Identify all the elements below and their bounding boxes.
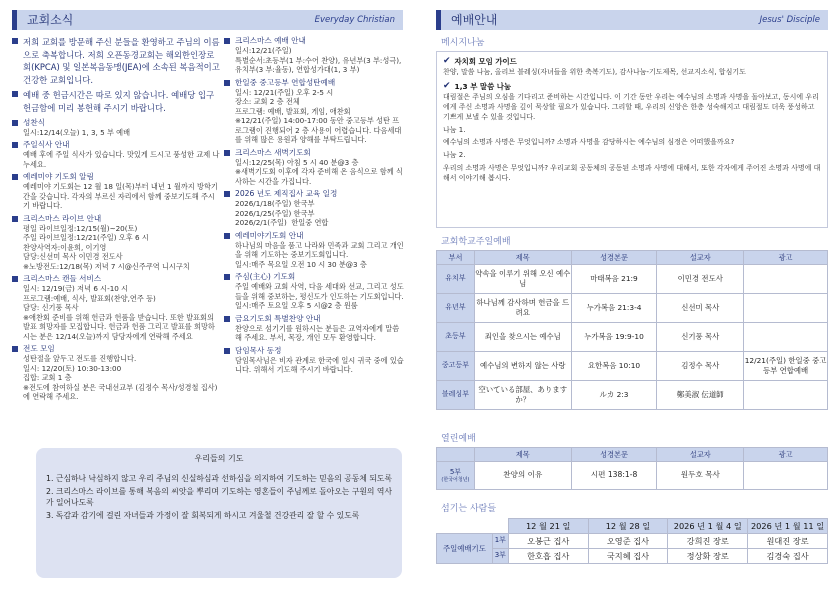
news-item-line: 평일 라이브일정:12/15(월)~20(토) (23, 223, 138, 233)
server-name: 김경숙 집사 (748, 549, 828, 564)
guide-heading (443, 56, 821, 68)
bullet-square-icon (12, 346, 18, 352)
table-row (437, 534, 828, 549)
server-name: 오영준 집사 (588, 534, 668, 549)
news-item-title-text: 주일식사 안내 (23, 140, 70, 150)
news-item-line: 일시:12/21(주일) (235, 46, 292, 56)
news-item-body (12, 182, 220, 211)
news-item-title-text: 한일중 중고등부 연합성탄예배 (235, 77, 336, 87)
cell-preacher: 鄭美淑 伝道師 (657, 381, 744, 410)
guide-title: 자치회 모임 가이드 (454, 57, 517, 67)
message-heading: 메시지나눔 (441, 38, 485, 48)
news-item (12, 89, 220, 114)
news-item (12, 118, 220, 138)
news-item-line: 담당: 신기풍 목사 (23, 303, 79, 313)
worship-title: 예배안내 (451, 13, 498, 27)
news-item-title-text: 크리스마스 캔들 서비스 (23, 274, 102, 284)
bullet-square-icon (12, 38, 18, 44)
news-item-body (12, 354, 220, 402)
news-item (224, 272, 404, 311)
row-category: 블레싱부 (437, 381, 475, 410)
service-label: 3부 (492, 549, 508, 564)
server-name: 국지혜 집사 (588, 549, 668, 564)
bullet-square-icon (224, 191, 230, 197)
news-item-line: ※애찬회 준비를 위해 헌금과 헌품을 받습니다. 또한 발표회의 발표 희망자를 모집합니다. 헌금과 헌품 그리고 발표를 희망하시는 분은 12/14(오늘)까지 담당자에게 연락해 주세요 (23, 312, 217, 341)
col-header: 부서 (437, 251, 475, 265)
table-row (437, 519, 828, 534)
col-header: 제목 (474, 448, 571, 462)
news-item-line: 일시: 12/20(토) 10:30-13:00 (23, 363, 122, 373)
bullet-square-icon (224, 38, 230, 44)
news-item-line: 담당:신선미 목사 이민경 전도사 (23, 252, 123, 262)
news-item-line: 일시: 12/21(주일) 오후 2-5 시 (235, 87, 334, 97)
news-item-title (224, 346, 404, 356)
server-name: 정상화 장로 (668, 549, 748, 564)
news-item-line: 프로그램:예배, 식사, 발표회(찬양,연주 등) (23, 293, 156, 303)
row-category-sub: (한국어청년) (441, 476, 470, 483)
open-worship-heading: 열린예배 (441, 434, 476, 444)
bullet-square-icon (12, 216, 18, 222)
news-item-body (12, 128, 220, 138)
news-item-body (224, 199, 404, 228)
news-item-title (224, 78, 404, 88)
news-item-title (12, 344, 220, 354)
server-name: 강희진 장로 (668, 534, 748, 549)
news-item-line: ※새벽기도회 이후에 각자 준비해 온 음식으로 함께 식사하는 시간을 가집니다. (235, 167, 403, 186)
news-item-body (12, 284, 220, 341)
cell-ad (744, 462, 828, 490)
news-item-title-text: 예레미야기도회 안내 (235, 230, 304, 240)
table-row (437, 294, 828, 323)
news-item-line: 2026/1/25(주일) 한국부 (235, 208, 315, 218)
prayer-title: 우리들의 기도 (194, 454, 244, 463)
cell-scripture: 누가복음 19:9-10 (571, 323, 657, 352)
col-header: 제목 (474, 251, 571, 265)
bullet-square-icon (12, 276, 18, 282)
news-item-line: 프로그램: 예배, 발표회, 게임, 애찬회 (235, 106, 351, 116)
news-item-title-text: 금요기도회 특별찬양 안내 (235, 313, 321, 323)
news-item-line: 담임목사님은 비자 관계로 한국에 일시 귀국 중에 있습니다. 위해서 기도해 주시기 바랍니다. (235, 355, 404, 375)
bullet-square-icon (12, 120, 18, 126)
news-item-line: 일시:매주 목요일 오전 10 시 30 분@3 층 (235, 259, 367, 269)
news-item-line: 주일 라이브일정:12/21(주일) 오후 6 시 (23, 233, 149, 243)
news-item-line: 일시: 12/19(금) 저녁 6 시-10 시 (23, 284, 129, 294)
news-item-body (224, 241, 404, 270)
cell-ad (744, 294, 828, 323)
news-item-title-text: 저희 교회를 방문해 주신 분들을 환영하고 주님의 이름으로 축복합니다. 저희 오픈동경교회는 해외한인장로회(KPCA) 및 일본복음동맹(JEA)에 소속된 복음적이고 건강한 교회입니다. (23, 37, 220, 85)
table-row (437, 462, 828, 490)
cell-ad (744, 323, 828, 352)
news-item-title-text: 성찬식 (23, 117, 46, 127)
row-category: 유년부 (437, 294, 475, 323)
news-item-line: 예레미야 기도회는 12 월 18 일(목)부터 내년 1 월까지 방학기간을 갖습니다. 각자의 부르신 자리에서 함께 중보기도해 주시기 바랍니다. (23, 182, 218, 211)
server-name: 오봉근 집사 (508, 534, 588, 549)
row-category: 초등부 (437, 323, 475, 352)
news-column-1 (12, 36, 220, 405)
news-item-title (224, 314, 404, 324)
bullet-square-icon (12, 142, 18, 148)
cell-preacher: 원두호 목사 (657, 462, 744, 490)
message-box (436, 51, 828, 228)
cell-ad (744, 265, 828, 294)
date-header: 2026 년 1 월 11 일 (748, 519, 828, 534)
cell-ad: 12/21(주일) 한일중 중고등부 연합예배 (744, 352, 828, 381)
news-item-body (224, 356, 404, 375)
news-item-title (224, 148, 404, 158)
news-item (12, 36, 220, 86)
cell-scripture: 시편 138:1-8 (571, 462, 657, 490)
prayer-box (36, 448, 402, 578)
bullet-square-icon (224, 316, 230, 322)
news-item-title-text: 예배 중 헌금시간은 따로 있지 않습니다. 예배당 입구 헌금함에 미리 봉헌해 주시기 바랍니다. (23, 90, 215, 114)
cell-title: 찬양의 이유 (474, 462, 571, 490)
cell-ad (744, 381, 828, 410)
table-row (437, 323, 828, 352)
question-2: 우리의 소명과 사명은 무엇입니까? 우리교회 공동체의 공동된 소명과 사명에 대해서, 또한 각자에게 주어진 소명과 사명에 대해서 이야기해 봅시다. (443, 164, 821, 183)
col-header (437, 448, 475, 462)
table-row (437, 549, 828, 564)
news-item (224, 36, 404, 75)
bullet-square-icon (224, 80, 230, 86)
news-item (12, 140, 220, 169)
bullet-square-icon (224, 274, 230, 280)
news-item-body (224, 282, 404, 311)
date-header: 12 월 28 일 (588, 519, 668, 534)
row-category: 유치부 (437, 265, 475, 294)
cell-title: 空いている部屋、ありますか？ (474, 381, 571, 410)
prayer-line: 1. 근심하나 낙심하지 않고 우리 주님의 신실하심과 선하심을 의지하여 기도하는 믿음의 공동체 되도록 (46, 473, 392, 483)
news-subtitle: Everyday Christian (314, 15, 395, 25)
news-item-title-text: 크리스마스 새벽기도회 (235, 147, 311, 157)
news-item (224, 189, 404, 228)
blank-cell (437, 519, 509, 534)
news-item-line: ※12/21(주일) 14:00-17:00 동안 중고등부 성탄 프로그램이 진행되어 2 층 사용이 어렵습니다. 다음세대를 위해 많은 용원과 양해를 부탁드립니다. (235, 116, 402, 145)
date-header: 2026 년 1 월 4 일 (668, 519, 748, 534)
news-item-title (12, 89, 220, 114)
news-item (224, 148, 404, 187)
col-header: 성경본문 (571, 251, 657, 265)
news-item (12, 344, 220, 402)
cell-preacher: 신기풍 목사 (657, 323, 744, 352)
news-item-title (12, 118, 220, 128)
question-2-label: 나눔 2. (443, 151, 466, 160)
news-item (12, 274, 220, 341)
date-header: 12 월 21 일 (508, 519, 588, 534)
prayer-line: 2. 크리스마스 라이브를 통해 복음의 씨앗을 뿌리며 기도하는 영혼들이 주님께로 돌아오는 구원의 역사가 일어나도록 (46, 486, 392, 508)
cell-scripture: ルカ 2:3 (571, 381, 657, 410)
bullet-square-icon (224, 348, 230, 354)
news-item-body (224, 46, 404, 75)
school-worship-table (436, 250, 828, 410)
news-item-title (224, 36, 404, 46)
row-category: 주일예배기도 (437, 534, 493, 564)
server-name: 원대진 장로 (748, 534, 828, 549)
news-item-title (12, 274, 220, 284)
news-header (12, 10, 403, 30)
news-item-body (224, 158, 404, 187)
question-1-label: 나눔 1. (443, 125, 466, 134)
news-item-line: ※전도에 참여하실 분은 국내선교부 (김정수 목사/성경철 집사)에 연락해 주세요. (23, 382, 218, 402)
cell-preacher: 신선미 목사 (657, 294, 744, 323)
bullet-square-icon (12, 91, 18, 97)
col-header: 설교자 (657, 251, 744, 265)
news-item-line: ※노방전도:12/18(목) 저녁 7 시@신주쿠역 니시구치 (23, 261, 190, 271)
news-item-title-text: 전도 모임 (23, 344, 55, 354)
check-icon: ✔ (443, 56, 451, 66)
news-item (224, 346, 404, 375)
col-header: 설교자 (657, 448, 744, 462)
news-item-title (12, 140, 220, 150)
news-item-title-text: 크리스마스 예배 안내 (235, 36, 306, 45)
news-item-title (224, 272, 404, 282)
news-item-body (12, 224, 220, 272)
news-item-line: 2026/2/1(주일) 한일중 연합 (235, 218, 329, 228)
news-item-title-text: 주심(主心) 기도회 (235, 272, 296, 282)
news-item-line: 성탄절을 앞두고 전도를 진행합니다. (23, 354, 137, 364)
cell-scripture: 요한복음 10:10 (571, 352, 657, 381)
news-item-line: 일시:12/25(목) 아침 5 시 40 분@3 층 (235, 157, 359, 167)
news-item-body (224, 88, 404, 145)
news-title: 교회소식 (27, 13, 74, 27)
news-item-title (12, 214, 220, 224)
col-header: 광고 (744, 448, 828, 462)
message-paragraph: 대림절은 주님의 오심을 기다리고 준비하는 시간입니다. 이 기간 동안 우리는 예수님의 소명과 사명을 돌아보고, 동시에 우리에게 주신 소명과 사명을 깊이 묵상할 필요가 있습니다. 그리할 때, 우리의 신앙은 한층 성숙해지고 대림절도 더욱 풍성하고 기쁘게 보낼 수 있을 것입니다. (443, 92, 819, 121)
table-row (437, 265, 828, 294)
cell-title: 예수님의 변하지 않는 사랑 (474, 352, 571, 381)
worship-subtitle: Jesus' Disciple (759, 15, 820, 25)
news-item (12, 214, 220, 272)
news-item-title (12, 172, 220, 182)
row-category: 5부 (한국어청년) (437, 462, 475, 490)
news-item (224, 231, 404, 270)
cell-scripture: 마태복음 21:9 (571, 265, 657, 294)
news-column-2 (224, 36, 404, 378)
news-item-line: 일시:매주 토요일 오후 5 시@2 층 윈룸 (235, 301, 358, 311)
news-item (224, 78, 404, 145)
news-item-line: 찬양으로 섬기기를 원하시는 분들은 교역자에게 말씀해 주세요. 부서, 목장, 개인 모두 환영합니다. (235, 323, 400, 343)
news-item-line: 특별순서:초등부(1 부:수어 찬양), 유년부(3 부:성극), 유치부(3 부:율동), 연합성가대(1, 3 부) (235, 55, 404, 75)
question-1: 예수님의 소명과 사명은 무엇입니까? 소명과 사명을 감당하시는 예수님의 심정은 어떠했을까요? (443, 138, 735, 147)
news-item-body (224, 324, 404, 343)
check-icon: ✔ (443, 80, 451, 91)
news-item-title (224, 231, 404, 241)
cell-preacher: 김정수 목사 (657, 352, 744, 381)
prayer-line: 3. 독감과 감기에 걸린 자녀들과 가정이 잘 회복되게 하시고 겨울철 건강관리 잘 할 수 있도록 (46, 511, 360, 521)
servers-table (436, 518, 828, 564)
table-row (437, 352, 828, 381)
news-item-line: 예배 후에 주일 식사가 있습니다. 맛있게 드시고 풍성한 교제 나누세요. (23, 150, 220, 169)
table-row (437, 381, 828, 410)
news-item (12, 172, 220, 211)
news-item-title (224, 189, 404, 199)
cell-title: 하나님께 감사하며 헌금을 드려요 (474, 294, 571, 323)
bullet-square-icon (224, 150, 230, 156)
servers-heading: 섬기는 사람들 (441, 504, 497, 514)
share-title: 1,3 부 말씀 나눔 (454, 81, 512, 91)
bullet-square-icon (224, 233, 230, 239)
news-item-line: 하나님의 마음을 품고 나라와 민족과 교회 그리고 개인을 위해 기도하는 중보기도회입니다. (235, 240, 404, 260)
col-header: 성경본문 (571, 448, 657, 462)
news-item-title-text: 예레미야 기도회 알림 (23, 172, 94, 182)
news-item-body (12, 150, 220, 169)
server-name: 한호흡 집사 (508, 549, 588, 564)
row-category: 중고등부 (437, 352, 475, 381)
cell-title: 약속을 이루기 위해 오신 예수님 (474, 265, 571, 294)
news-item-line: 일시:12/14(오늘) 1, 3, 5 부 예배 (23, 127, 131, 137)
news-item-line: 집합: 교회 1 층 (23, 373, 72, 383)
worship-header (436, 10, 828, 30)
news-item-line: 찬양사역자:이윤희, 이기영 (23, 242, 107, 252)
bullet-square-icon (12, 174, 18, 180)
news-item-title-text: 담임목사 동정 (235, 345, 282, 355)
open-worship-table (436, 447, 828, 490)
news-item-title (12, 36, 220, 86)
col-header: 광고 (744, 251, 828, 265)
news-item (224, 314, 404, 343)
school-heading: 교회학교주일예배 (441, 237, 511, 247)
cell-preacher: 이민경 전도사 (657, 265, 744, 294)
news-item-line: 장소: 교회 2 층 전체 (235, 97, 300, 107)
news-item-title-text: 크리스마스 라이브 안내 (23, 213, 102, 223)
service-label: 1부 (492, 534, 508, 549)
share-heading (443, 81, 821, 93)
news-item-line: 2026/1/18(주일) 한국부 (235, 199, 315, 209)
cell-title: 죄인을 찾으시는 예수님 (474, 323, 571, 352)
guide-text: 찬양, 말씀 나눔, 올리브 블레싱(자녀들을 위한 축복기도), 감사나눔-기도제목, 선교지소식, 합심기도 (443, 67, 746, 76)
cell-scripture: 누가복음 21:3-4 (571, 294, 657, 323)
news-item-line: 주일 예배와 교회 사역, 다음 세대와 선교, 그리고 성도들을 위해 중보하는, 평신도가 인도하는 기도회입니다. (235, 282, 404, 301)
news-item-title-text: 2026 년도 제직집사 교육 일정 (235, 189, 338, 199)
